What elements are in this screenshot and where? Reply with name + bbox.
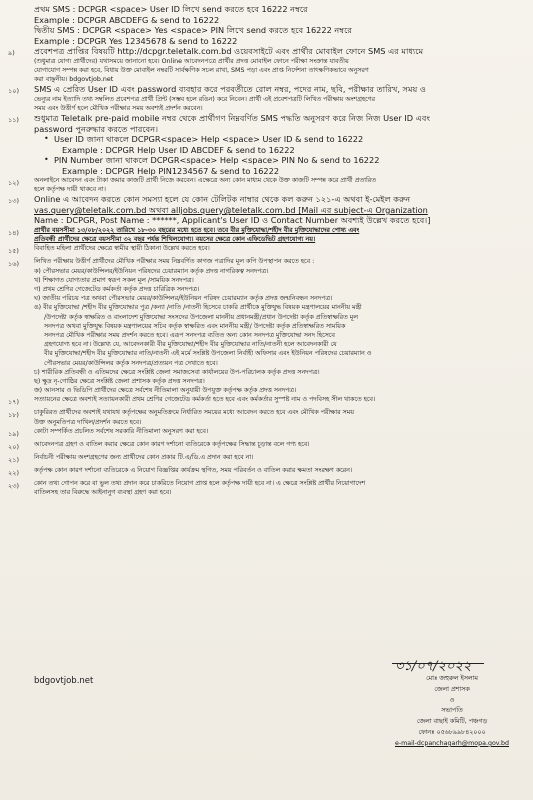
help-userid-example: Example : DCPGR Help User ID ABCDEF & send to 16222 [62,144,295,155]
signatory-and: ও [449,696,455,704]
clause-16 [8,257,523,395]
clause-15 [8,244,523,257]
clause-text: নির্বাচনী পরীক্ষায় অংশগ্রহণের জন্য প্রার্থীদের কোন প্রকার টি.এ/ডি.এ প্রদান করা হবে না। [34,453,254,461]
signatory-block [392,674,512,750]
document-item: গ্রহণযোগ্য হবে না। উল্লেখ্য যে, আবেদনকারী বীর মুক্তিযোদ্ধা/শহীদ বীর মুক্তিযোদ্ধার নাতি/নাতনী হলে আবেদনকারী যে [44,341,337,349]
document-item: ছ) ক্ষুদ্র নৃ-গোষ্ঠির ক্ষেত্রে সংশ্লিষ্ট জেলা প্রশাসক কর্তৃক প্রদত্ত সনদপত্র। [34,377,205,385]
clause-14 [8,226,523,244]
sms-step-1-example: Example : DCPGR ABCDEFG & send to 16222 [34,14,220,25]
clause-text: আবেদনপত্র গ্রহণ ও বাতিল করার ক্ষেত্রে কোন কারণ দর্শানো ব্যতিরেকে কর্তৃপক্ষের সিদ্ধান্ত চূড়ান্ত বলে গণ্য হবে। [34,440,310,448]
help-userid: User ID জানা থাকলে DCPGR<space> Help <space> User ID & send to 16222 [54,134,364,145]
clause-text: লিখিত পরীক্ষায় উত্তীর্ণ প্রার্থীদের মৌখিক পরীক্ষার সময় নিম্নবর্ণিত কাগজ পত্রাদির মূল কপি উপস্থাপন করতে হবে : [34,258,315,266]
clause-17 [8,395,523,408]
document-item: সনদপত্র মৌখিক পরীক্ষার সময় প্রদর্শন করতে হবে। এরূপ সনদপত্র ব্যতিত অন্য কোন সনদপত্র মুক্তিযোদ্ধা সনদ হিসেবে [44,331,335,339]
help-pin: PIN Number জানা থাকলে DCPGR<space> Help <space> PIN No & send to 16222 [54,155,380,166]
clause-number: ২০) [8,442,19,451]
bullet-icon: • [44,155,49,165]
clause-text: প্রবেশপত্র প্রাপ্তির বিষয়টি http://dcpgr.teletalk.com.bd ওয়েবসাইটে এবং প্রার্থীর মোবাইল ফোনে SMS এর মাধ্যমে [34,46,424,56]
clause-text: অনলাইনে আবেদন এবং টাকা জমার কাজটি প্রার্থী নিজে করবেন। এক্ষেত্রে অন্য কোন মাধ্যম থেকে উক্ত কাজটি সম্পন্ন করে প্রার্থী প্রতারিত [34,177,376,185]
clause-13 [8,194,523,226]
clause-11 [8,113,523,176]
document-item: গ) প্রথম শ্রেণির গেজেটেড কর্মকর্তা কর্তৃক প্রদত্ত চারিত্রিক সনদপত্র। [34,285,200,293]
clause-text: উক্ত অনুমতিপত্র দাখিল/প্রদর্শন করতে হবে। [34,418,142,426]
document-item: /উপদেষ্টা কর্তৃক স্বাক্ষরিত ও বাংলাদেশ মুক্তিযোদ্ধা সংসদের উপজেলা মাননীয় প্রধানমন্ত্রী/প্রধান উপদেষ্টা কর্তৃক প্রতিস্বাক্ষরিত মূল [44,313,358,321]
document-item: ঙ) বীর মুক্তিযোদ্ধা /শহীদ বীর মুক্তিযোদ্ধার পুত্র /কন্যা /নাতি /নাতনী হিসেবে চাকরি প্রার্থীকে মুক্তিযুদ্ধ বিষয়ক মন্ত্রণালয়ের মাননীয় মন্ত্রী [34,304,362,312]
signatory-committee: জেলা বাছাই কমিটি, পঞ্চগড় [416,718,488,726]
clause-18 [8,408,523,426]
clause-number: ১৫) [8,247,19,256]
clause-12 [8,176,523,194]
clause-number: ১৪) [8,228,19,237]
clause-text: (শুধুমাত্র যোগ্য প্রার্থীদের) যথাসময়ে জানানো হবে। Online আবেদনপত্রে প্রার্থীর প্রদত্ত মোবাইল ফোনে পরীক্ষা সংক্রান্ত যাবতীয় [34,57,349,65]
clause-text: কোন তথ্য গোপন করে বা ভুল তথ্য প্রদান করে চাকরিতে নিয়োগ প্রাপ্ত হলে কর্তৃপক্ষ দায়ী হবে না। এ ক্ষেত্রে সংশ্লিষ্ট প্রার্থীর নিয়োগাদেশ [34,479,366,487]
sms-instructions [8,4,523,46]
clause-text: কর্তৃপক্ষ কোন কারণ দর্শানো ব্যতিরেকে এ নিয়োগ বিজ্ঞপ্তির কার্যক্রম স্থগিত, সময় পরিবর্তন ও বাতিল করার ক্ষমতা সংরক্ষণ করেন। [34,466,353,474]
clause-number: ১৮) [8,411,19,420]
bullet-icon: • [44,134,49,144]
document-item: পৌরসভার মেয়র/কাউন্সিলর কর্তৃক সনদপত্র/প্রত্যয়ন পত্র দেখাতে হবে। [44,359,218,367]
signature-line [392,663,484,664]
clause-text: password পুনরুদ্ধার করতে পারবেন। [34,123,159,134]
clause-9 [8,46,523,84]
signatory-name: মোঃ জহুরুল ইসলাম [426,675,478,682]
clause-text: কোটা সম্পর্কিত প্রচলিত সর্বশেষ সরকারি নীতিমালা অনুসরণ করা হবে। [34,427,209,435]
sms-step-2-example: Example : DCPGR Yes 12345678 & send to 16222 [34,35,238,46]
clause-text: হলে কর্তৃপক্ষ দায়ী থাকবে না। [34,186,106,194]
clause-21 [8,453,523,466]
clause-number: ২১) [8,455,19,464]
signatory-role: সভাপতি [441,707,463,715]
clause-number: ১৩) [8,197,19,206]
clause-text: SMS এ প্রেরিত User ID এবং password ব্যবহার করে পরবর্তীতে রোল নম্বর, পদের নাম, ছবি, পরীক্ষার তারিখ, সময় ও [34,84,426,95]
document-item: ক) পৌরসভার মেয়র/কাউন্সিলর/ইউনিয়ন পরিষদের চেয়ারম্যান কর্তৃক প্রদত্ত নাগরিকত্ব সনদপত্র। [34,267,269,275]
clause-text: চাকুরিরত প্রার্থীদের অবশ্যই যথাযথ কর্তৃপক্ষের অনুমতিক্রমে নির্ধারিত সময়ের মধ্যে আবেদন করতে হবে এবং মৌখিক পরীক্ষার সময় [34,409,354,417]
clause-10 [8,84,523,113]
clause-number: ১৭) [8,398,19,407]
age-limit-text: প্রার্থীর বয়সসীমা ১৩/০৮/২০২২ তারিখে ১৮-৩০ বছরের মধ্যে হতে হবে। তবে বীর মুক্তিযোদ্ধা/শহীদ বীর মুক্তিযোদ্ধাদের পোষ্য এবং [34,226,360,234]
clause-text: Online এ আবেদন করতে কোন সমস্যা হলে যে কোন টেলিটক নাম্বার থেকে কল করুন ১২১-এ অথবা ই-মেইল করুন [34,194,411,205]
document-item: ঘ) জাতীয় পরিচয় পত্র অথবা পৌরসভার মেয়র/কাউন্সিলর/ইউনিয়ন পরিষদ চেয়ারম্যান কর্তৃক প্রদত্ত জন্মনিবন্ধন সনদপত্র। [34,295,333,303]
clause-text: বিবাহিত মহিলা প্রার্থীদের ক্ষেত্রে স্বামীর স্থায়ী ঠিকানা উল্লেখ করতে হবে। [34,245,210,253]
signatory-title: জেলা প্রশাসক [434,685,470,693]
clause-text: সময় এবং উত্তীর্ণ হলে মৌখিক পরীক্ষার সময় অবশ্যই প্রদর্শন করবেন। [34,104,203,112]
clause-text: শুধুমাত্র Teletalk pre-paid mobile নম্বর থেকে প্রার্থীগণ নিম্নবর্ণিত SMS পদ্ধতি অনুসরণ করে নিজ নিজ User ID এবং [34,113,430,124]
age-limit-text: প্রতিবন্ধী প্রার্থীদের ক্ষেত্রে বয়সসীমা ৩২ বছর পর্যন্ত শিথিলযোগ্য। বয়সের ক্ষেত্রে কোন এফিডেভিট গ্রহণযোগ্য নয়। [34,236,316,244]
clause-number: ২৩) [8,481,19,490]
document-item: জ) আনসার ও ভিডিপি প্রার্থীদের ক্ষেত্রে সর্বশেষ নীতিমালা অনুযায়ী উপযুক্ত কর্তৃপক্ষ কর্তৃক প্রদত্ত সনদপত্র। [34,387,297,395]
document-item: চ) শারীরিক প্রতিবন্ধী ও এতিমদের ক্ষেত্রে সংশ্লিষ্ট জেলা সমাজসেবা কার্যালয়ের উপ-পরিচালক কর্তৃক প্রদত্ত সনদপত্র। [34,368,320,376]
help-pin-example: Example : DCPGR Help PIN1234567 & send to 16222 [62,165,280,176]
signatory-email[interactable]: e-mail-dcpanchagarh@mopa.gov.bd [394,739,510,747]
clause-number: ১২) [8,179,19,188]
clause-number: ১৯) [8,429,19,438]
document-item: সনদপত্র অথবা মুক্তিযুদ্ধ বিষয়ক মন্ত্রণালয়ের সচিব কর্তৃক স্বাক্ষরিত এবং মাননীয় মন্ত্রী/ উপদেষ্টা কর্তৃক প্রতিস্বাক্ষরিত সাময়িক [44,322,346,330]
clause-number: ২২) [8,468,19,477]
clause-text: যোগাযোগ সম্পন্ন করা হবে, বিধায় উক্ত মোবাইল নম্বরটি সার্বক্ষণিক সচল রাখা, SMS পড়া এবং প্রাপ্ত নির্দেশনা তাৎক্ষণিকভাবে অনুসরণ [34,66,369,74]
clause-number: ১১) [8,116,19,125]
document-item: খ) শিক্ষাগত যোগ্যতার প্রমাণ স্বরূপ সকল মূল /সাময়িক সনদপত্র। [34,276,194,284]
clause-text: ভেন্যুর নাম ইত্যাদি তথ্য সম্বলিত প্রবেশপত্র প্রার্থী প্রিন্ট (সম্ভব হলে রঙিন) করে নিবেন। প্রার্থী এই প্রবেশপত্রটি লিখিত পরীক্ষায় অংশগ্রহণের [34,95,375,103]
clause-20 [8,440,523,453]
sms-step-2: দ্বিতীয় SMS : DCPGR <space> Yes <space> PIN লিখে send করতে হবে 16222 নম্বরে [34,25,352,35]
clause-19 [8,427,523,440]
document-item: বীর মুক্তিযোদ্ধা/শহীদ বীর মুক্তিযোদ্ধার নাতি/নাতনী এই মর্মে সংশ্লিষ্ট উপজেলা নির্বাহী অফিসার এবং ইউনিয়ন পরিষদের চেয়ারম্যান ও [44,350,372,358]
clause-number: ৯) [8,49,15,57]
website-watermark: bdgovtjob.net [34,676,94,686]
sms-step-1: প্রথম SMS : DCPGR <space> User ID লিখে send করতে হবে 16222 নম্বরে [34,4,308,14]
clause-text: সত্যায়নের ক্ষেত্রে অবশ্যই সত্যায়নকারী প্রথম শ্রেণির গেজেটেড কর্মকর্তা হতে হবে এবং কর্মকর্তার সুস্পষ্ট নাম ও পদবিসহ সীল থাকতে হবে। [34,396,376,404]
clause-text: করা বাঞ্ছনীয়। bdgovtjob.net [34,75,114,83]
clause-number: ১৬) [8,260,19,269]
clause-23 [8,479,523,497]
clause-text: বাতিলসহ তার বিরুদ্ধে আইনানুগ ব্যবস্থা গ্রহণ করা হবে। [34,488,172,496]
clause-number: ১০) [8,87,19,96]
clause-text: Name : DCPGR, Post Name : ******, Applicant's User ID ও Contact Number অবশ্যই উল্লেখ করতে হবে।] [34,215,431,226]
support-email-line[interactable]: vas.query@teletalk.com.bd অথবা alljobs.query@teletalk.com.bd [Mail এর subject-এ Organization [34,204,428,215]
clause-22 [8,466,523,479]
signature: ৩১/০৭/২০২২ [395,659,472,674]
signatory-phone: ফোনঃ ০৫৬৮৯৯৮৪২০০০ [418,728,486,736]
